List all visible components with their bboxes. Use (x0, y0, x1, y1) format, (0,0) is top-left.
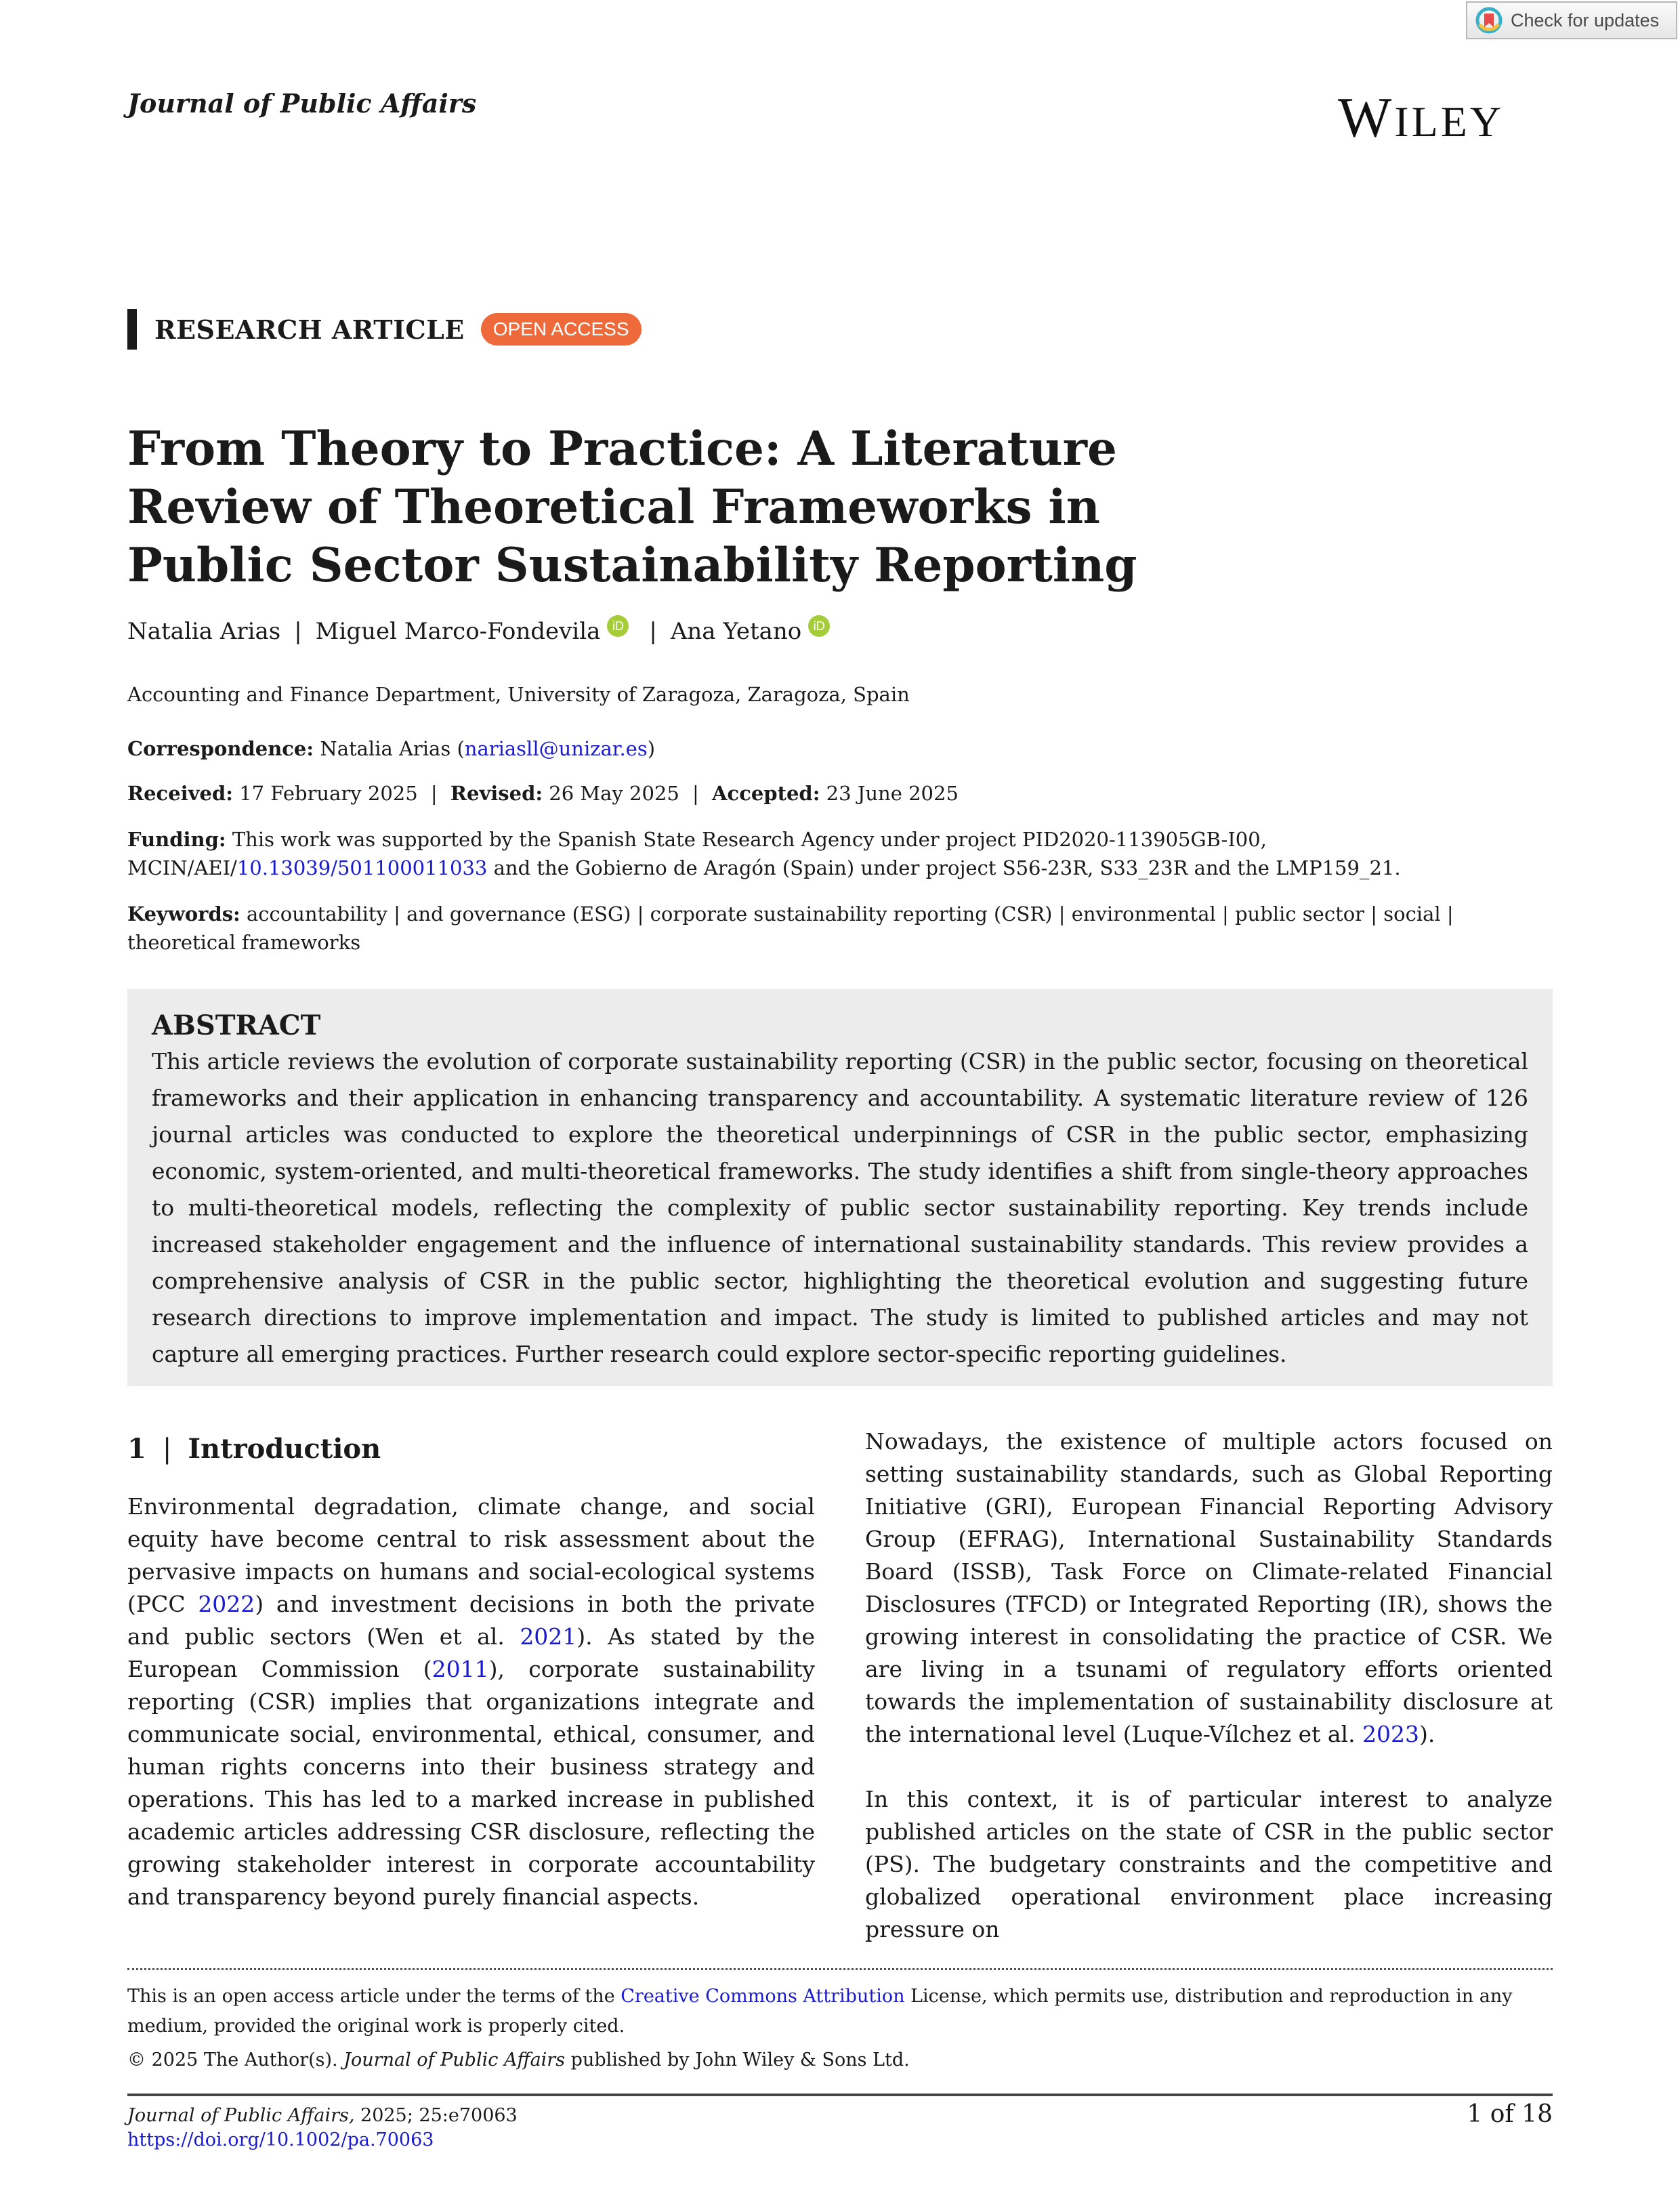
article-type (127, 309, 642, 350)
cc-license-link[interactable]: Creative Commons Attribution (621, 1986, 905, 2007)
section-heading (127, 1433, 381, 1465)
citation-link[interactable]: 2021 (520, 1623, 577, 1650)
author-name[interactable]: Natalia Arias (127, 618, 281, 645)
footer-divider (127, 1968, 1553, 1970)
open-access-badge: OPEN ACCESS (481, 313, 642, 346)
abstract-box (127, 989, 1553, 1386)
abstract-text: This article reviews the evolution of corporate sustainability reporting (CSR) in the public sector, focusing on theoretical frameworks and their application in enhancing transparency and accountability. A systematic literature review of 126 journal articles was conducted to explore the theoretical underpinnings of CSR in the public sector, emphasizing economic, system-oriented, and multi-theoretical frameworks. The study identifies a shift from single-theory approaches to multi-theoretical models, reflecting the complexity of public sector sustainability reporting. Key trends include increased stakeholder engagement and the influence of international sustainability standards. This review provides a comprehensive analysis of CSR in the public sector, highlighting the theoretical evolution and suggesting future research directions to improve implementation and impact. The study is limited to published articles and may not capture all emerging practices. Further research could explore sector-specific reporting guidelines. (152, 1048, 1528, 1367)
accepted-label: Accepted: (712, 782, 820, 805)
funding (127, 825, 1550, 882)
article-dates (127, 779, 1550, 808)
citation (127, 2104, 518, 2152)
body-text: ). (1419, 1721, 1435, 1747)
body-paragraph: In this context, it is of particular interest to analyze published articles on the state of CSR in the public sector (PS). The budgetary constraints and the competitive and globalized operational environment place increasing pressure on (865, 1786, 1553, 1942)
correspondence-close: ) (647, 737, 656, 760)
citation-volume: 2025; 25:e70063 (354, 2105, 518, 2126)
citation-link[interactable]: 2022 (198, 1591, 255, 1617)
license-text: License, which permits use, distribution and reproduction in any medium, provided the original work is properly cited. (127, 1986, 1513, 2037)
body-text: ), corporate sustainability reporting (CSR) implies that organizations integrate and communicate social, environmental, ethical, consumer, and human rights concerns into their business strategy and operations. This has led to a marked increase in published academic articles addressing CSR disclosure, reflecting the growing stakeholder interest in corporate accountability and transparency beyond purely financial aspects. (127, 1656, 815, 1910)
revised-label: Revised: (450, 782, 543, 805)
author-name[interactable]: Miguel Marco-Fondevila (315, 618, 601, 645)
article-title: From Theory to Practice: A Literature Review of Theoretical Frameworks in Public Sector Sustainability Reporting (127, 421, 1137, 593)
copyright-text: published by John Wiley & Sons Ltd. (565, 2049, 910, 2070)
citation-link[interactable]: 2011 (432, 1656, 489, 1682)
abstract-heading: ABSTRACT (152, 1009, 321, 1041)
keywords (127, 900, 1550, 957)
license-text: This is an open access article under the terms of the (127, 1986, 621, 2007)
doi-link[interactable]: https://doi.org/10.1002/pa.70063 (127, 2129, 434, 2150)
section-number: 1 (127, 1433, 146, 1465)
article-type-label: RESEARCH ARTICLE (154, 314, 465, 345)
footer-rule (127, 2094, 1553, 2096)
revised-date: 26 May 2025 (549, 782, 679, 805)
body-paragraph (865, 1425, 1553, 1751)
check-for-updates-button[interactable] (1466, 1, 1677, 39)
funding-doi-link[interactable]: 10.13039/501100011033 (236, 856, 488, 879)
citation-link[interactable]: 2023 (1362, 1721, 1420, 1747)
body-text: Nowadays, the existence of multiple actors focused on setting sustainability standards, such as Global Reporting Initiative (GRI), European Financial Reporting Advisory Group (EFRAG), International Sustainability Standards Board (ISSB), Task Force on Climate-related Financial Disclosures (TFCD) or Integrated Reporting (IR), shows the growing interest in consolidating the practice of CSR. We are living in a tsunami of regulatory efforts oriented towards the implementation of sustainability disclosure at the international level (Luque-Vílchez et al. (865, 1428, 1553, 1747)
check-for-updates-label: Check for updates (1511, 9, 1660, 30)
journal-name: Journal of Public Affairs (127, 88, 477, 119)
funding-text-after: and the Gobierno de Aragón (Spain) under project S56-23R, S33_23R and the LMP159_21. (487, 856, 1401, 879)
orcid-icon[interactable]: iD (607, 615, 629, 637)
article-type-bar (127, 309, 137, 350)
email-link[interactable]: nariasll@unizar.es (464, 737, 648, 760)
date-separator: | (430, 782, 438, 805)
accepted-date: 23 June 2025 (826, 782, 959, 805)
correspondence-name: Natalia Arias ( (320, 737, 465, 760)
received-label: Received: (127, 782, 233, 805)
author-separator: | (294, 618, 302, 645)
section-separator: | (162, 1434, 172, 1465)
keywords-text: accountability | and governance (ESG) | corporate sustainability reporting (CSR) | environmental | public sector | social | theoretical frameworks (127, 902, 1454, 954)
author-name[interactable]: Ana Yetano (670, 618, 802, 645)
body-text: ) and investment decisions in both the private and public sectors (Wen et al. (127, 1591, 815, 1650)
affiliation: Accounting and Finance Department, University of Zaragoza, Zaragoza, Spain (127, 683, 910, 706)
left-column (127, 1491, 815, 1946)
author-list (127, 618, 830, 645)
author-separator: | (649, 618, 657, 645)
body-text: ). As stated by the European Commission ( (127, 1623, 816, 1682)
funding-label: Funding: (127, 828, 226, 851)
wiley-logo: WILEY (1338, 86, 1505, 149)
date-separator: | (692, 782, 699, 805)
bookmark-icon (1475, 7, 1503, 34)
correspondence-label: Correspondence: (127, 737, 314, 760)
right-column (865, 1425, 1553, 1978)
license-note (127, 1982, 1553, 2075)
keywords-label: Keywords: (127, 902, 240, 925)
received-date: 17 February 2025 (239, 782, 418, 805)
page-number: 1 of 18 (1467, 2100, 1553, 2128)
funding-text: This work was supported by the Spanish State Research Agency under project PID2020-113905GB-I00, MCIN/AEI/ (127, 828, 1267, 879)
body-text: Environmental degradation, climate change, and social equity have become central to risk assessment about the pervasive impacts on humans and social-ecological systems (PCC (127, 1493, 815, 1617)
citation-journal: Journal of Public Affairs, (127, 2105, 355, 2126)
copyright-text: © 2025 The Author(s). (127, 2049, 344, 2070)
body-paragraph (127, 1491, 815, 1913)
copyright-journal: Journal of Public Affairs (343, 2049, 566, 2070)
section-title: Introduction (188, 1433, 381, 1465)
orcid-icon[interactable]: iD (808, 615, 830, 637)
correspondence (127, 734, 1550, 763)
